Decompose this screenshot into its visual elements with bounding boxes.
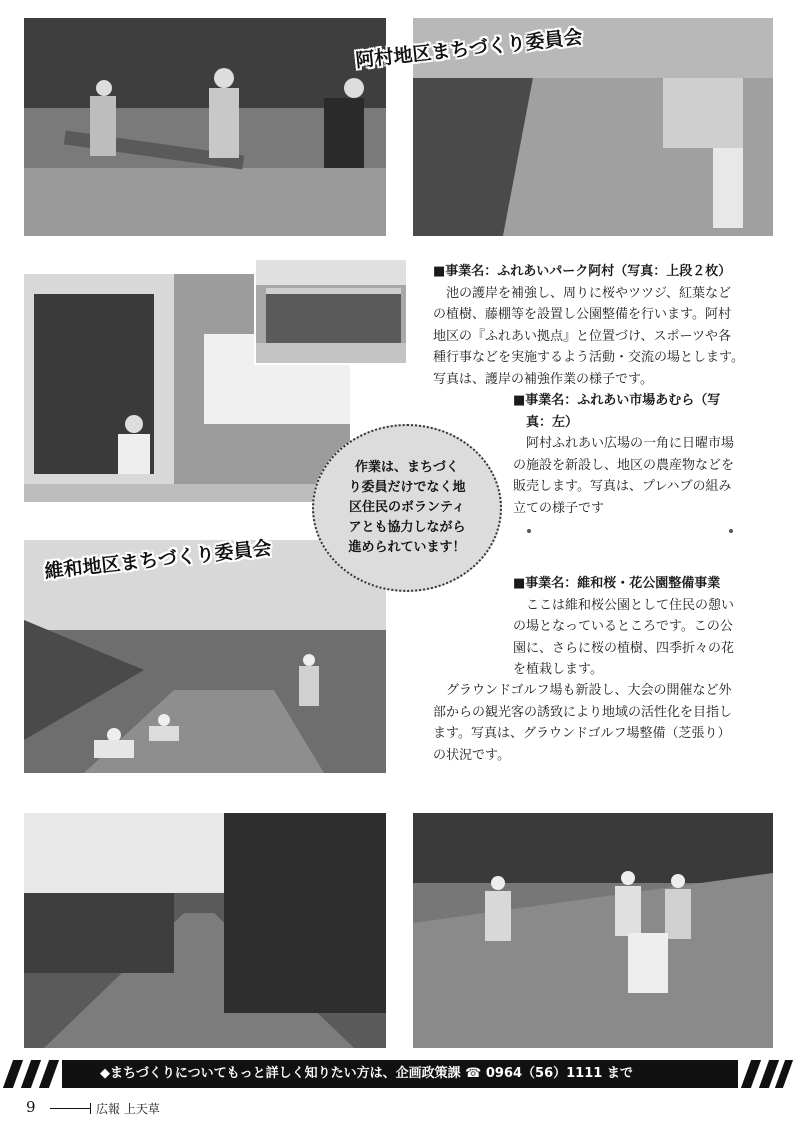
- article-line: 種行事などを実施するよう活動・交流の場とします。: [433, 350, 744, 365]
- page-rule: [50, 1108, 90, 1109]
- separator-dot: [729, 529, 733, 533]
- callout-line: り委員だけでなく地: [348, 480, 466, 495]
- article-fureai-market: [513, 390, 783, 519]
- article-iwa-park-continued: [433, 680, 783, 766]
- photo-log-carrying: [24, 18, 386, 236]
- article-line: 池の護岸を補強し、周りに桜やツツジ、紅葉など: [446, 285, 731, 301]
- volunteer-callout-bubble: [312, 424, 502, 592]
- article-line: の状況です。: [433, 747, 510, 763]
- article-line: 地区の『ふれあい拠点』と位置づけ、スポーツや各: [433, 328, 731, 344]
- heading-iwa-committee: 維和地区まちづくり委員会: [43, 537, 273, 583]
- magazine-name: 広報 上天草: [96, 1102, 160, 1116]
- article-line: を植栽します。: [513, 662, 603, 677]
- footer-stripe: [775, 1060, 793, 1088]
- callout-line: 進められています！: [348, 540, 466, 555]
- footer-stripe: [741, 1060, 761, 1088]
- article-line: グラウンドゴルフ場も新設し、大会の開催など外: [446, 683, 732, 698]
- footer-stripe: [39, 1060, 59, 1088]
- article-title: ■事業名：維和桜・花公園整備事業: [513, 576, 721, 591]
- callout-line: 区住民のボランティ: [349, 500, 465, 515]
- article-line: 立ての様子です: [513, 500, 605, 516]
- footer-stripe: [3, 1060, 23, 1088]
- page-number: 9: [26, 1098, 36, 1116]
- photo-paved-path: [24, 813, 386, 1048]
- article-title: 真：左）: [526, 414, 579, 430]
- photo-prefab-building: [254, 258, 408, 365]
- article-line: ます。写真は、グラウンドゴルフ場整備（芝張り）: [433, 726, 731, 741]
- article-line: 園に、さらに桜の植樹、四季折々の花: [513, 640, 735, 656]
- footer-stripe: [21, 1060, 41, 1088]
- heading-amura-committee: 阿村地区まちづくり委員会: [354, 26, 584, 72]
- article-line: ここは維和桜公園として住民の憩い: [526, 597, 735, 613]
- article-line: の場となっているところです。この公: [513, 619, 733, 634]
- photo-turf-laying: [413, 813, 773, 1048]
- article-line: 阿村ふれあい広場の一角に日曜市場: [526, 436, 735, 451]
- separator-dot: [527, 529, 531, 533]
- footer-contact-text: ◆まちづくりについてもっと詳しく知りたい方は、企画政策課 ☎ 0964（56）1111 まで: [100, 1066, 633, 1081]
- article-title: ■事業名：ふれあい市場あむら（写: [513, 393, 721, 408]
- article-line: の施設を新設し、地区の農産物などを: [513, 457, 735, 473]
- article-title: ■事業名：ふれあいパーク阿村（写真：上段２枚）: [433, 264, 732, 279]
- article-line: 写真は、護岸の補強作業の様子です。: [433, 371, 653, 387]
- article-line: 販売します。写真は、プレハブの組み: [513, 479, 732, 494]
- page-rule-tick: [90, 1103, 91, 1114]
- article-line: の植樹、藤棚等を設置し公園整備を行います。阿村: [433, 307, 731, 322]
- callout-line: アとも協力しながら: [348, 520, 466, 535]
- callout-line: 作業は、まちづく: [355, 460, 459, 475]
- article-iwa-park: [513, 573, 783, 681]
- article-fureai-park: [433, 261, 783, 390]
- article-line: 部からの観光客の誘致により地域の活性化を目指し: [433, 704, 733, 720]
